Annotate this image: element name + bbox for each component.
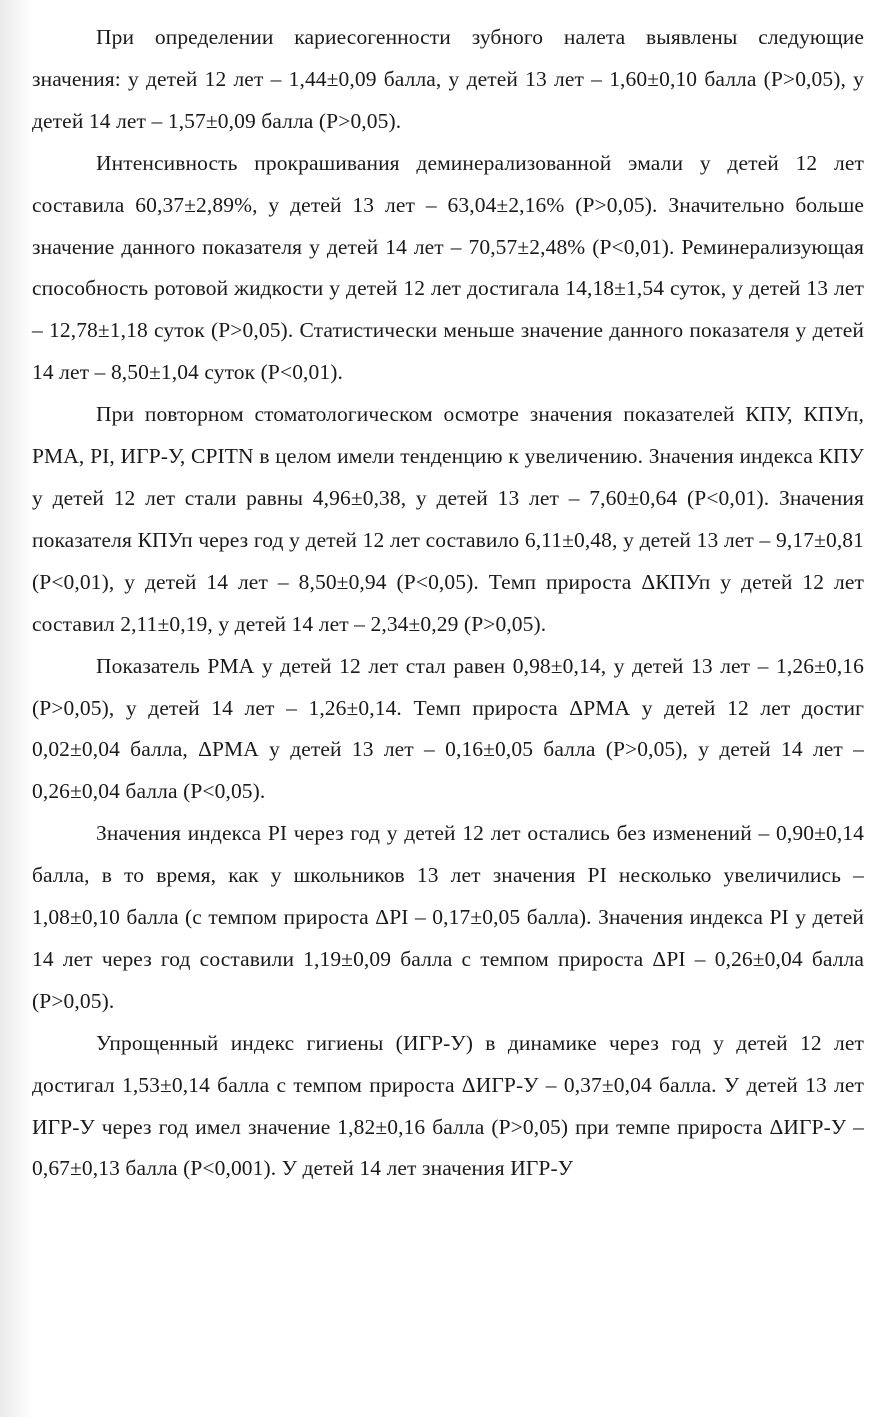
paragraph-plaque-cariogenicity: При определении кариесогенности зубного налета выявлены следующие значения: у детей 12 лет – 1,44±0,09 балла, у детей 13 лет – 1,60±0,10 балла (P>0,05), у детей 14 лет – 1,57±0,09 балла (P>0,05). [32, 25, 864, 133]
paragraph-pma-index: Показатель РМА у детей 12 лет стал равен 0,98±0,14, у детей 13 лет – 1,26±0,16 (P>0,05), у детей 14 лет – 1,26±0,14. Темп прироста ΔРМА у детей 12 лет достиг 0,02±0,04 балла, ΔРМА у детей 13 лет – 0,16±0,05 балла (P>0,05), у детей 14 лет – 0,26±0,04 балла (P<0,05). [32, 653, 864, 804]
paragraph-hygiene-index: Упрощенный индекс гигиены (ИГР-У) в динамике через год у детей 12 лет достигал 1,53±0,14 балла с темпом прироста ΔИГР-У – 0,37±0,04 балла. У детей 13 лет ИГР-У через год имел значение 1,82±0,16 балла (P>0,05) при темпе прироста ΔИГР-У – 0,67±0,13 балла (P<0,001). У детей 14 лет значения ИГР-У [32, 1030, 864, 1181]
paragraph-pi-index: Значения индекса PI через год у детей 12 лет остались без изменений – 0,90±0,14 балла, в то время, как у школьников 13 лет значения PI несколько увеличились – 1,08±0,10 балла (с темпом прироста ΔPI – 0,17±0,05 балла). Значения индекса PI у детей 14 лет через год составили 1,19±0,09 балла с темпом прироста ΔPI – 0,26±0,04 балла (P>0,05). [32, 821, 864, 1013]
document-body [32, 17, 864, 1190]
paragraph-repeat-examination: При повторном стоматологическом осмотре значения показателей КПУ, КПУп, РМА, PI, ИГР-У, CPITN в целом имели тенденцию к увеличению. Значения индекса КПУ у детей 12 лет стали равны 4,96±0,38, у детей 13 лет – 7,60±0,64 (P<0,01). Значения показателя КПУп через год у детей 12 лет составило 6,11±0,48, у детей 13 лет – 9,17±0,81 (P<0,01), у детей 14 лет – 8,50±0,94 (P<0,05). Темп прироста ΔКПУп у детей 12 лет составил 2,11±0,19, у детей 14 лет – 2,34±0,29 (P>0,05). [32, 402, 864, 636]
paragraph-enamel-staining: Интенсивность прокрашивания деминерализованной эмали у детей 12 лет составила 60,37±2,89%, у детей 13 лет – 63,04±2,16% (P>0,05). Значительно больше значение данного показателя у детей 14 лет – 70,57±2,48% (P<0,01). Реминерализующая способность ротовой жидкости у детей 12 лет достигала 14,18±1,54 суток, у детей 13 лет – 12,78±1,18 суток (P>0,05). Статистически меньше значение данного показателя у детей 14 лет – 8,50±1,04 суток (P<0,01). [32, 150, 864, 385]
